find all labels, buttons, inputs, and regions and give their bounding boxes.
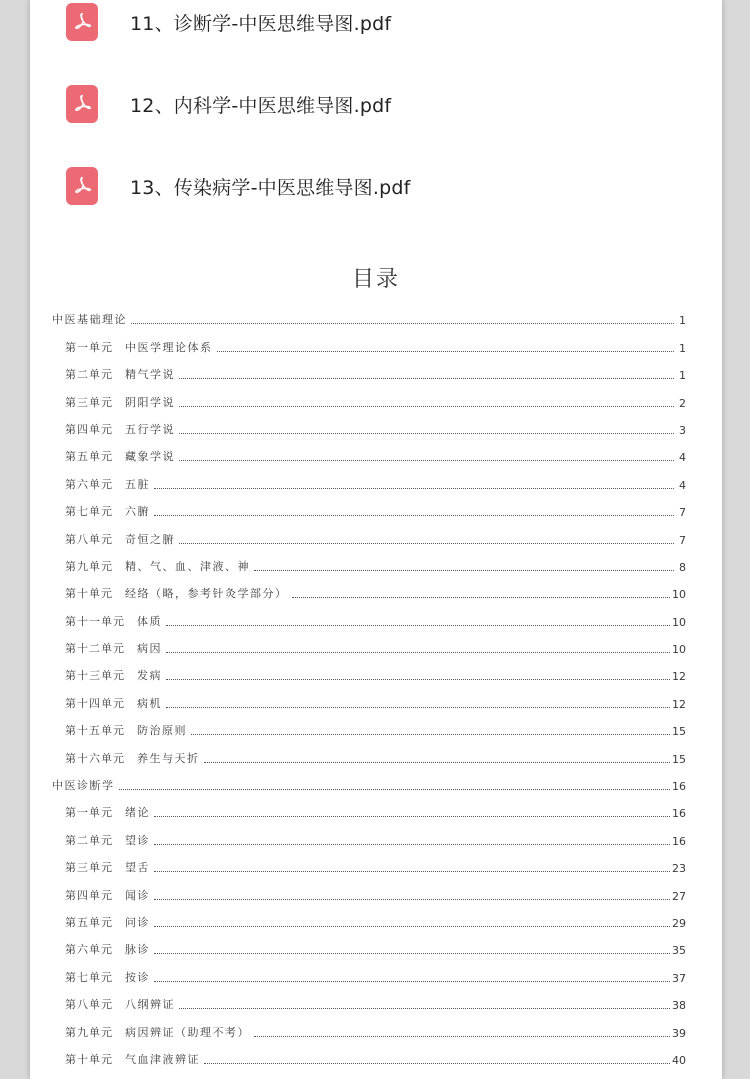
file-name: 12、内科学-中医思维导图.pdf	[130, 94, 392, 117]
toc-entry[interactable]	[52, 820, 686, 847]
toc-entry-title: 病机	[137, 696, 162, 710]
toc-entry-title: 阴阳学说	[125, 395, 175, 409]
toc-page-number: 10	[672, 643, 686, 657]
dot-leader	[131, 322, 674, 324]
toc-unit-label: 第三单元	[65, 861, 113, 875]
toc-page-number: 16	[672, 780, 686, 794]
toc-entry[interactable]	[52, 683, 686, 710]
toc-unit-label: 第十单元	[65, 587, 113, 601]
toc-page-number: 39	[672, 1026, 686, 1040]
toc-unit-label: 第七单元	[65, 970, 113, 984]
file-name: 11、诊断学-中医思维导图.pdf	[130, 12, 392, 35]
toc-entry-title: 望舌	[125, 861, 150, 875]
toc-unit-label: 第九单元	[65, 559, 113, 573]
toc-page-number: 1	[679, 369, 686, 383]
toc-entry[interactable]	[52, 464, 686, 491]
toc-entry-title: 脉诊	[125, 943, 150, 957]
toc-entry[interactable]	[52, 601, 686, 628]
toc-entry[interactable]	[52, 492, 686, 519]
dot-leader	[204, 761, 671, 763]
dot-leader	[166, 651, 670, 653]
toc-entry-title: 闻诊	[125, 888, 150, 902]
toc-entry-title: 中医诊断学	[52, 779, 115, 793]
toc-entry-title: 藏象学说	[125, 450, 175, 464]
toc-page-number: 4	[679, 451, 686, 465]
toc-page-number: 2	[679, 396, 686, 410]
toc-entry[interactable]	[52, 1040, 686, 1067]
dot-leader	[179, 432, 674, 434]
file-item-12[interactable]	[66, 84, 391, 124]
toc-page-number: 12	[672, 697, 686, 711]
file-name: 13、传染病学-中医思维导图.pdf	[130, 176, 411, 199]
toc-unit-label: 第六单元	[65, 477, 113, 491]
dot-leader	[179, 405, 674, 407]
toc-entry[interactable]	[52, 629, 686, 656]
toc-entry-title: 八纲辨证	[125, 998, 175, 1012]
toc-entry-title: 五行学说	[125, 422, 175, 436]
toc-unit-label: 第三单元	[65, 395, 113, 409]
toc-entry[interactable]	[52, 957, 686, 984]
toc-page-number: 4	[679, 478, 686, 492]
toc-unit-label: 第十四单元	[65, 696, 125, 710]
toc-entry[interactable]	[52, 903, 686, 930]
toc-entry[interactable]	[52, 985, 686, 1012]
dot-leader	[154, 870, 670, 872]
toc-entry-title: 精气学说	[125, 368, 175, 382]
toc-page-number: 35	[672, 944, 686, 958]
toc-unit-label: 第十单元	[65, 1052, 113, 1066]
toc-page-number: 10	[672, 615, 686, 629]
dot-leader	[166, 624, 670, 626]
toc-entry-title: 病因	[137, 642, 162, 656]
toc-page-number: 27	[672, 889, 686, 903]
toc-unit-label: 第二单元	[65, 368, 113, 382]
toc-entry[interactable]	[52, 930, 686, 957]
toc-page-number: 15	[672, 725, 686, 739]
toc-title: 目录	[351, 267, 400, 292]
dot-leader	[254, 1035, 670, 1037]
toc-unit-label: 第八单元	[65, 532, 113, 546]
toc-entry-title: 防治原则	[137, 724, 187, 738]
dot-leader	[254, 569, 674, 571]
toc-page-number: 7	[679, 533, 686, 547]
toc-entry-title: 发病	[137, 669, 162, 683]
toc-entry[interactable]	[52, 519, 686, 546]
pdf-file-icon	[66, 85, 98, 123]
toc-unit-label: 第五单元	[65, 915, 113, 929]
toc-page-number: 16	[672, 807, 686, 821]
dot-leader	[154, 514, 674, 516]
toc-entry[interactable]	[52, 711, 686, 738]
toc-page-number: 40	[672, 1053, 686, 1067]
dot-leader	[166, 706, 670, 708]
dot-leader	[166, 678, 670, 680]
toc-entry-title: 问诊	[125, 915, 150, 929]
toc-entry-title: 中医基础理论	[52, 313, 127, 327]
toc-page-number: 16	[672, 834, 686, 848]
toc-entry-title: 五脏	[125, 477, 150, 491]
dot-leader	[179, 377, 674, 379]
toc-unit-label: 第五单元	[65, 450, 113, 464]
toc-page-number: 29	[672, 916, 686, 930]
toc-entry[interactable]	[52, 382, 686, 409]
dot-leader	[191, 733, 670, 735]
toc-page-number: 15	[672, 752, 686, 766]
dot-leader	[154, 843, 670, 845]
toc-entry-title: 望诊	[125, 833, 150, 847]
toc-section[interactable]	[52, 766, 686, 793]
toc-page-number: 8	[679, 560, 686, 574]
toc-unit-label: 第七单元	[65, 505, 113, 519]
toc-unit-label: 第九单元	[65, 1025, 113, 1039]
dot-leader	[179, 542, 674, 544]
toc-entry[interactable]	[52, 738, 686, 765]
toc-entry-title: 病因辨证（助理不考）	[125, 1025, 250, 1039]
toc-entry-title: 气血津液辨证	[125, 1052, 200, 1066]
toc-unit-label: 第八单元	[65, 998, 113, 1012]
toc-section[interactable]	[52, 300, 686, 327]
toc-entry[interactable]	[52, 547, 686, 574]
file-item-11[interactable]	[66, 2, 391, 42]
dot-leader	[217, 350, 675, 352]
toc-page-number: 10	[672, 588, 686, 602]
toc-entry[interactable]	[52, 848, 686, 875]
pdf-file-icon	[66, 3, 98, 41]
toc-unit-label: 第六单元	[65, 943, 113, 957]
toc-unit-label: 第四单元	[65, 888, 113, 902]
toc-entry-title: 体质	[137, 614, 162, 628]
toc-unit-label: 第一单元	[65, 806, 113, 820]
document-page	[30, 0, 722, 1079]
toc-unit-label: 第十六单元	[65, 751, 125, 765]
toc-entry[interactable]	[52, 355, 686, 382]
toc-entry-title: 按诊	[125, 970, 150, 984]
toc-entry[interactable]	[52, 410, 686, 437]
dot-leader	[119, 788, 671, 790]
pdf-file-icon	[66, 167, 98, 205]
toc-entry-title: 奇恒之腑	[125, 532, 175, 546]
dot-leader	[154, 980, 670, 982]
file-item-13[interactable]	[66, 166, 410, 206]
toc-entry-title: 养生与天折	[137, 751, 200, 765]
toc-entry-title: 精、气、血、津液、神	[125, 559, 250, 573]
dot-leader	[179, 1007, 670, 1009]
dot-leader	[179, 459, 674, 461]
toc-unit-label: 第二单元	[65, 833, 113, 847]
toc-entry-title: 经络（略，参考针灸学部分）	[125, 587, 288, 601]
dot-leader	[154, 815, 670, 817]
toc-page-number: 37	[672, 971, 686, 985]
toc-unit-label: 第十一单元	[65, 614, 125, 628]
dot-leader	[204, 1062, 670, 1064]
dot-leader	[154, 952, 670, 954]
dot-leader	[292, 596, 671, 598]
toc-entry-title: 中医学理论体系	[125, 340, 213, 354]
table-of-contents	[52, 300, 686, 1067]
toc-unit-label: 第四单元	[65, 422, 113, 436]
toc-page-number: 3	[679, 423, 686, 437]
toc-entry[interactable]	[52, 437, 686, 464]
toc-unit-label: 第十五单元	[65, 724, 125, 738]
toc-entry-title: 绪论	[125, 806, 150, 820]
toc-page-number: 23	[672, 862, 686, 876]
dot-leader	[154, 487, 674, 489]
toc-page-number: 7	[679, 506, 686, 520]
toc-entry[interactable]	[52, 574, 686, 601]
toc-unit-label: 第十三单元	[65, 669, 125, 683]
toc-entry[interactable]	[52, 656, 686, 683]
dot-leader	[154, 925, 670, 927]
toc-unit-label: 第一单元	[65, 340, 113, 354]
dot-leader	[154, 898, 670, 900]
toc-entry[interactable]	[52, 793, 686, 820]
toc-entry[interactable]	[52, 875, 686, 902]
toc-page-number: 1	[679, 314, 686, 328]
toc-entry[interactable]	[52, 1012, 686, 1039]
toc-page-number: 1	[679, 341, 686, 355]
toc-entry-title: 六腑	[125, 505, 150, 519]
toc-entry[interactable]	[52, 327, 686, 354]
toc-page-number: 38	[672, 999, 686, 1013]
toc-page-number: 12	[672, 670, 686, 684]
toc-unit-label: 第十二单元	[65, 642, 125, 656]
